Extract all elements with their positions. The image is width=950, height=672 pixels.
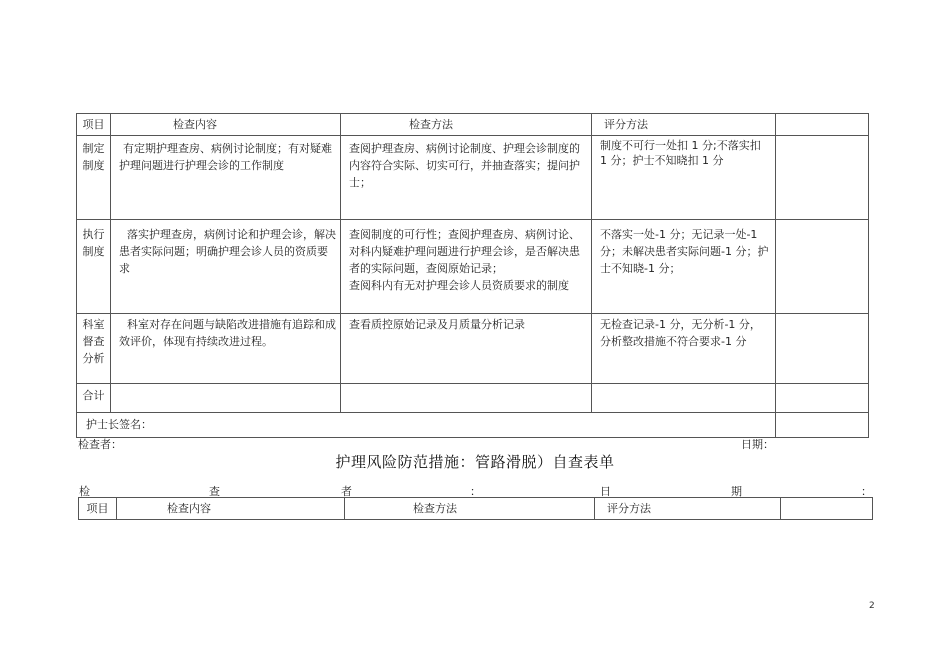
header-method: 检查方法 (341, 114, 592, 136)
table-header-row (77, 114, 869, 136)
date-colon: ： (861, 485, 872, 498)
header-scoring: 评分方法 (595, 498, 781, 520)
table-row (77, 314, 869, 384)
page-number: 2 (869, 601, 875, 611)
inspector-char-1: 检 (79, 485, 90, 498)
row-scoring: 无检查记录-1 分，无分析-1 分，分析整改措施不符合要求-1 分 (592, 314, 776, 384)
row-blank (776, 220, 869, 314)
header-method: 检查方法 (345, 498, 595, 520)
row-item: 科室督查分析 (77, 314, 111, 384)
inspector-label: 检查者： (78, 438, 122, 451)
row-item: 执行制度 (77, 220, 111, 314)
table-header-row (79, 498, 873, 520)
row-scoring (592, 136, 776, 220)
row-item: 制定制度 (77, 136, 111, 220)
row-content: 落实护理查房，病例讨论和护理会诊，解决患者实际问题；明确护理会诊人员的资质要求 (111, 220, 341, 314)
row-method (341, 220, 592, 314)
total-label: 合计 (77, 384, 111, 413)
form-title: 护理风险防范措施：管路滑脱）自查表单 (335, 453, 615, 471)
signature-blank (776, 413, 869, 438)
header-blank (781, 498, 873, 520)
total-method (341, 384, 592, 413)
total-row (77, 384, 869, 413)
row-method: 查看质控原始记录及月质量分析记录 (341, 314, 592, 384)
row-content: 科室对存在问题与缺陷改进措施有追踪和成效评价，体现有持续改进过程。 (111, 314, 341, 384)
row-scoring-line2: 1 分；护士不知晓扣 1 分 (600, 154, 724, 167)
header-content: 检查内容 (117, 498, 345, 520)
check-table-2 (78, 497, 873, 520)
signature-row (77, 413, 869, 438)
row-content: 有定期护理查房、病例讨论制度；有对疑难护理问题进行护理会诊的工作制度 (111, 136, 341, 220)
inspector-colon: ： (470, 485, 481, 498)
row-blank (776, 314, 869, 384)
header-blank (776, 114, 869, 136)
inspector-char-3: 者 (341, 485, 352, 498)
total-scoring (592, 384, 776, 413)
header-item: 项目 (79, 498, 117, 520)
date-char-1: 日 (600, 485, 611, 498)
table-row (77, 220, 869, 314)
nurse-signature-label: 护士长签名： (77, 413, 776, 438)
total-content (111, 384, 341, 413)
row-blank (776, 136, 869, 220)
row-method-line1: 查阅制度的可行性；查阅护理查房、病例讨论、对科内疑难护理问题进行护理会诊，是否解决患者的实际问题，查阅原始记录； (349, 228, 580, 275)
table-row (77, 136, 869, 220)
header-content: 检查内容 (111, 114, 341, 136)
inspector-char-2: 查 (209, 485, 220, 498)
header-scoring: 评分方法 (592, 114, 776, 136)
date-label: 日期： (741, 438, 774, 451)
date-char-2: 期 (731, 485, 742, 498)
check-table (76, 113, 869, 438)
row-method: 查阅护理查房、病例讨论制度、护理会诊制度的内容符合实际、切实可行，并抽查落实；提问护士； (341, 136, 592, 220)
row-scoring-line1: 制度不可行一处扣 1 分;不落实扣 (600, 139, 761, 152)
total-blank (776, 384, 869, 413)
header-item: 项目 (77, 114, 111, 136)
row-method-line2: 查阅科内有无对护理会诊人员资质要求的制度 (349, 279, 569, 292)
row-scoring: 不落实一处-1 分；无记录一处-1 分；未解决患者实际问题-1 分；护士不知晓-1 分； (592, 220, 776, 314)
